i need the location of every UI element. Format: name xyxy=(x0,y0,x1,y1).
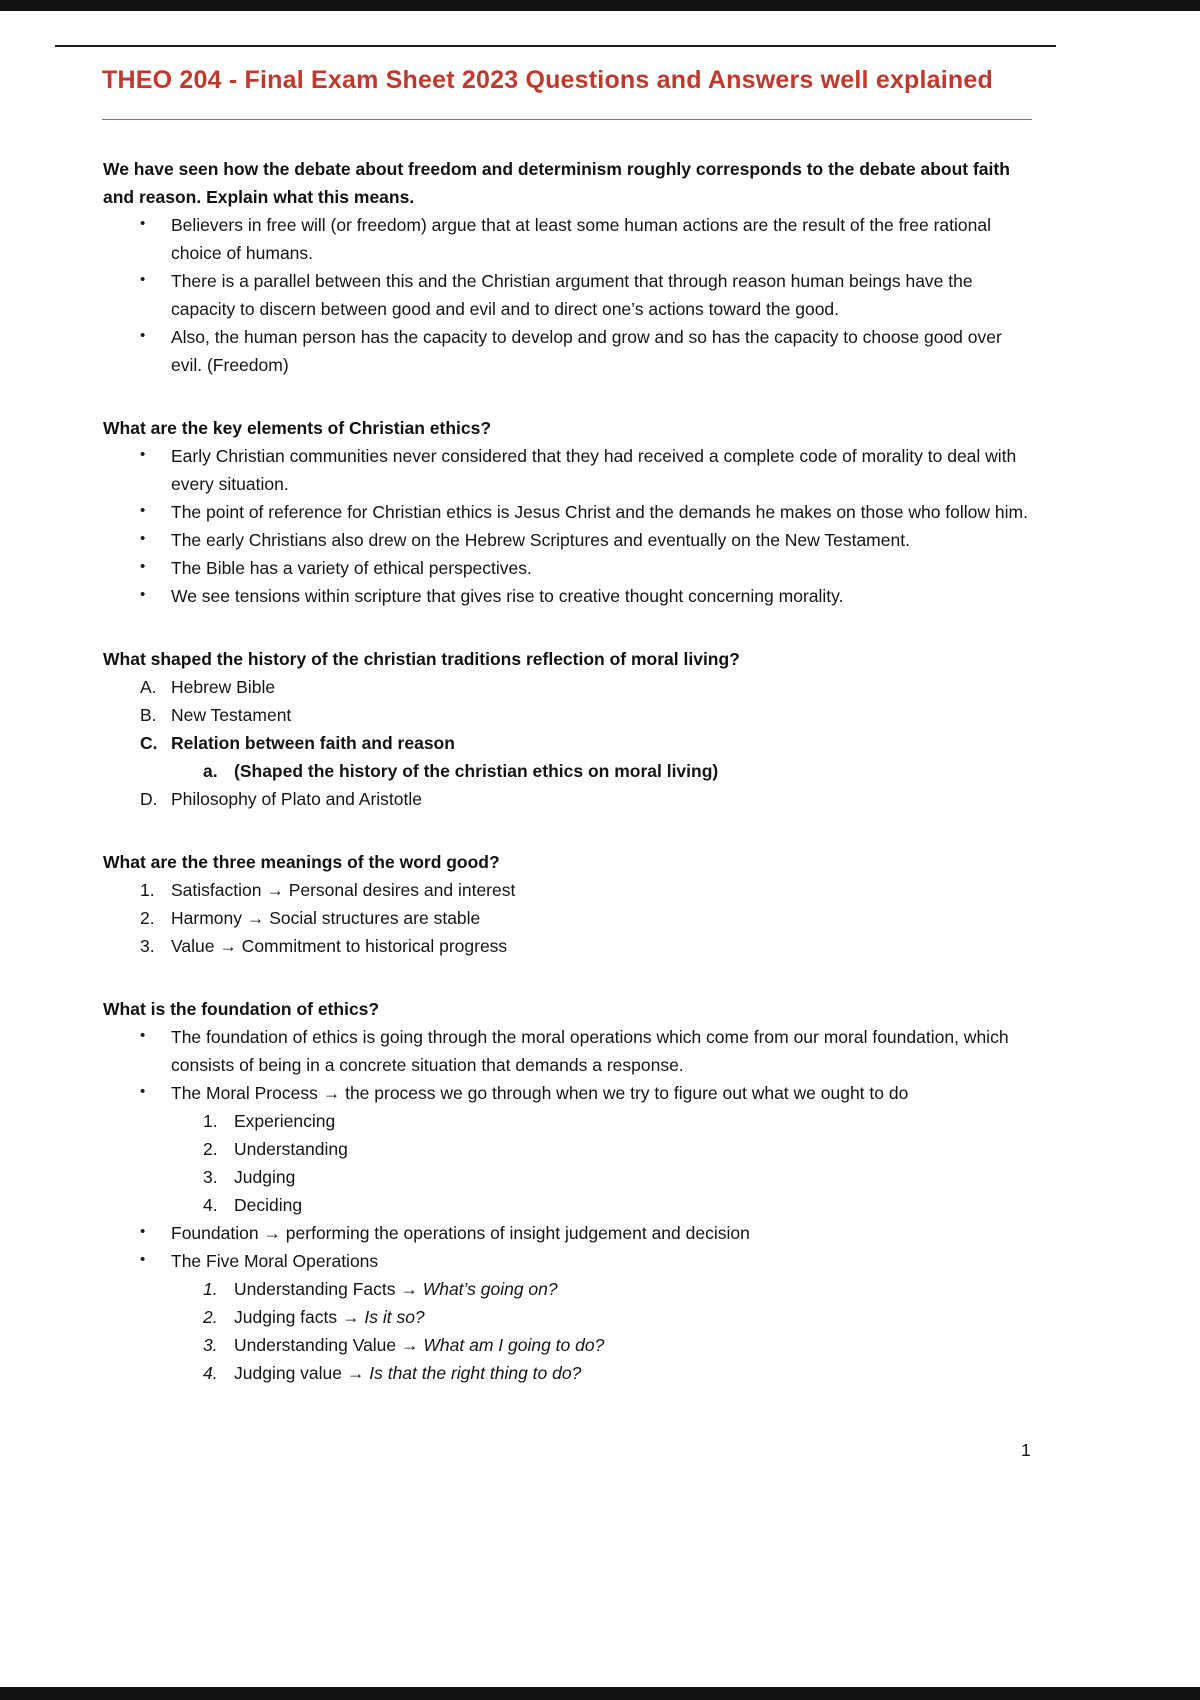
qa-section xyxy=(103,995,1035,1387)
bullet-marker: • xyxy=(140,586,146,603)
list-item xyxy=(140,1023,1035,1079)
list-marker: 3. xyxy=(140,936,155,956)
list-item xyxy=(203,1359,1035,1387)
answer-list xyxy=(203,757,1035,785)
scan-edge-top xyxy=(0,0,1200,11)
list-marker: 3. xyxy=(203,1167,218,1187)
list-item-text: Understanding xyxy=(234,1139,348,1159)
list-marker: B. xyxy=(140,705,157,725)
list-item xyxy=(140,785,1035,813)
list-item-text: Harmony → Social structures are stable xyxy=(171,908,481,928)
list-item-text: Experiencing xyxy=(234,1111,336,1131)
list-marker: A. xyxy=(140,677,157,697)
italic-phrase: Is it so? xyxy=(364,1307,425,1327)
document-body xyxy=(103,155,1035,1422)
list-item xyxy=(140,904,1035,932)
list-marker: 4. xyxy=(203,1195,218,1215)
list-item-text: Satisfaction → Personal desires and interest xyxy=(171,880,516,900)
list-item-text: Judging facts → Is it so? xyxy=(234,1307,425,1327)
bullet-marker: • xyxy=(140,502,146,519)
bullet-marker: • xyxy=(140,271,146,288)
list-item-text: Believers in free will (or freedom) argue that at least some human actions are the result of the free rational choice of humans. xyxy=(171,215,991,263)
list-item-text: The Moral Process → the process we go through when we try to figure out what we ought to do xyxy=(171,1083,909,1103)
list-marker: C. xyxy=(140,733,158,753)
list-item xyxy=(140,526,1035,554)
list-item xyxy=(140,1079,1035,1107)
list-item xyxy=(203,1135,1035,1163)
bullet-marker: • xyxy=(140,1223,146,1240)
list-item-text: We see tensions within scripture that gives rise to creative thought concerning morality. xyxy=(171,586,844,606)
list-item xyxy=(140,554,1035,582)
list-item-text: Foundation → performing the operations of insight judgement and decision xyxy=(171,1223,750,1243)
list-marker: 4. xyxy=(203,1363,218,1383)
list-item xyxy=(203,1191,1035,1219)
question-heading: What are the key elements of Christian ethics? xyxy=(103,418,492,438)
list-item xyxy=(140,267,1035,323)
list-marker: 1. xyxy=(203,1279,218,1299)
list-item-text: Hebrew Bible xyxy=(171,677,276,697)
list-marker: D. xyxy=(140,789,158,809)
list-item-text: Relation between faith and reason xyxy=(171,733,455,753)
italic-phrase: Is that the right thing to do? xyxy=(369,1363,582,1383)
list-item xyxy=(203,1107,1035,1135)
list-marker: 3. xyxy=(203,1335,218,1355)
list-marker: 1. xyxy=(203,1111,218,1131)
list-item xyxy=(140,729,1035,757)
answer-list xyxy=(140,211,1035,379)
qa-section xyxy=(103,645,1035,813)
list-item-text: Also, the human person has the capacity to develop and grow and so has the capacity to choose good over evil. (Freedom) xyxy=(171,327,1002,375)
question-heading: What shaped the history of the christian traditions reflection of moral living? xyxy=(103,649,740,669)
list-marker: 1. xyxy=(140,880,155,900)
italic-phrase: What am I going to do? xyxy=(423,1335,605,1355)
list-item xyxy=(140,1219,1035,1247)
list-item xyxy=(140,932,1035,960)
list-item-text: Understanding Value → What am I going to do? xyxy=(234,1335,605,1355)
list-item-text: (Shaped the history of the christian ethics on moral living) xyxy=(234,761,719,781)
list-item-text: The early Christians also drew on the Hebrew Scriptures and eventually on the New Testament. xyxy=(171,530,910,550)
title-rule-top xyxy=(55,45,1056,47)
bullet-marker: • xyxy=(140,1027,146,1044)
list-item xyxy=(140,1247,1035,1275)
list-item xyxy=(140,211,1035,267)
list-item xyxy=(140,442,1035,498)
list-marker: 2. xyxy=(140,908,155,928)
bullet-marker: • xyxy=(140,215,146,232)
list-item xyxy=(140,498,1035,526)
answer-list xyxy=(140,876,1035,960)
bullet-marker: • xyxy=(140,530,146,547)
list-item xyxy=(140,582,1035,610)
list-item xyxy=(203,1275,1035,1303)
list-item-text: Deciding xyxy=(234,1195,303,1215)
list-item xyxy=(203,1303,1035,1331)
list-item-text: The Five Moral Operations xyxy=(171,1251,379,1271)
scan-edge-bottom xyxy=(0,1687,1200,1700)
answer-list xyxy=(140,1023,1035,1387)
list-marker: 2. xyxy=(203,1139,218,1159)
bullet-marker: • xyxy=(140,558,146,575)
qa-section xyxy=(103,848,1035,960)
question-heading: What are the three meanings of the word good? xyxy=(103,852,500,872)
list-item xyxy=(140,323,1035,379)
list-item-text: Judging value → Is that the right thing to do? xyxy=(234,1363,582,1383)
bullet-marker: • xyxy=(140,327,146,344)
list-item-text: Early Christian communities never considered that they had received a complete code of morality to deal with every situation. xyxy=(171,446,1017,494)
list-marker: 2. xyxy=(203,1307,218,1327)
list-item-text: New Testament xyxy=(171,705,292,725)
list-item-text: Philosophy of Plato and Aristotle xyxy=(171,789,422,809)
question-heading: We have seen how the debate about freedom and determinism roughly corresponds to the debate about faith and reason. Explain what this means. xyxy=(103,159,1010,207)
answer-list xyxy=(140,442,1035,610)
list-item xyxy=(203,1163,1035,1191)
list-item-text: The point of reference for Christian ethics is Jesus Christ and the demands he makes on those who follow him. xyxy=(171,502,1028,522)
list-item-text: Judging xyxy=(234,1167,296,1187)
list-marker: a. xyxy=(203,761,218,781)
qa-section xyxy=(103,155,1035,379)
list-item-text: Understanding Facts → What’s going on? xyxy=(234,1279,558,1299)
question-heading: What is the foundation of ethics? xyxy=(103,999,380,1019)
answer-list xyxy=(140,673,1035,813)
list-item xyxy=(203,1331,1035,1359)
list-item xyxy=(140,673,1035,701)
list-item xyxy=(140,876,1035,904)
list-item-text: The foundation of ethics is going through the moral operations which come from our moral foundation, which consists of being in a concrete situation that demands a response. xyxy=(171,1027,1009,1075)
page-number: 1 xyxy=(1021,1440,1031,1460)
list-item xyxy=(203,757,1035,785)
answer-list xyxy=(203,1107,1035,1219)
title-rule-bottom xyxy=(102,119,1032,120)
document-title: THEO 204 - Final Exam Sheet 2023 Questions and Answers well explained xyxy=(102,66,993,94)
bullet-marker: • xyxy=(140,1251,146,1268)
list-item xyxy=(140,701,1035,729)
bullet-marker: • xyxy=(140,446,146,463)
list-item-text: There is a parallel between this and the Christian argument that through reason human beings have the capacity to discern between good and evil and to direct one’s actions toward the good. xyxy=(171,271,973,319)
list-item-text: The Bible has a variety of ethical perspectives. xyxy=(171,558,532,578)
answer-list xyxy=(203,1275,1035,1387)
bullet-marker: • xyxy=(140,1083,146,1100)
italic-phrase: What’s going on? xyxy=(422,1279,558,1299)
qa-section xyxy=(103,414,1035,610)
list-item-text: Value → Commitment to historical progress xyxy=(171,936,508,956)
